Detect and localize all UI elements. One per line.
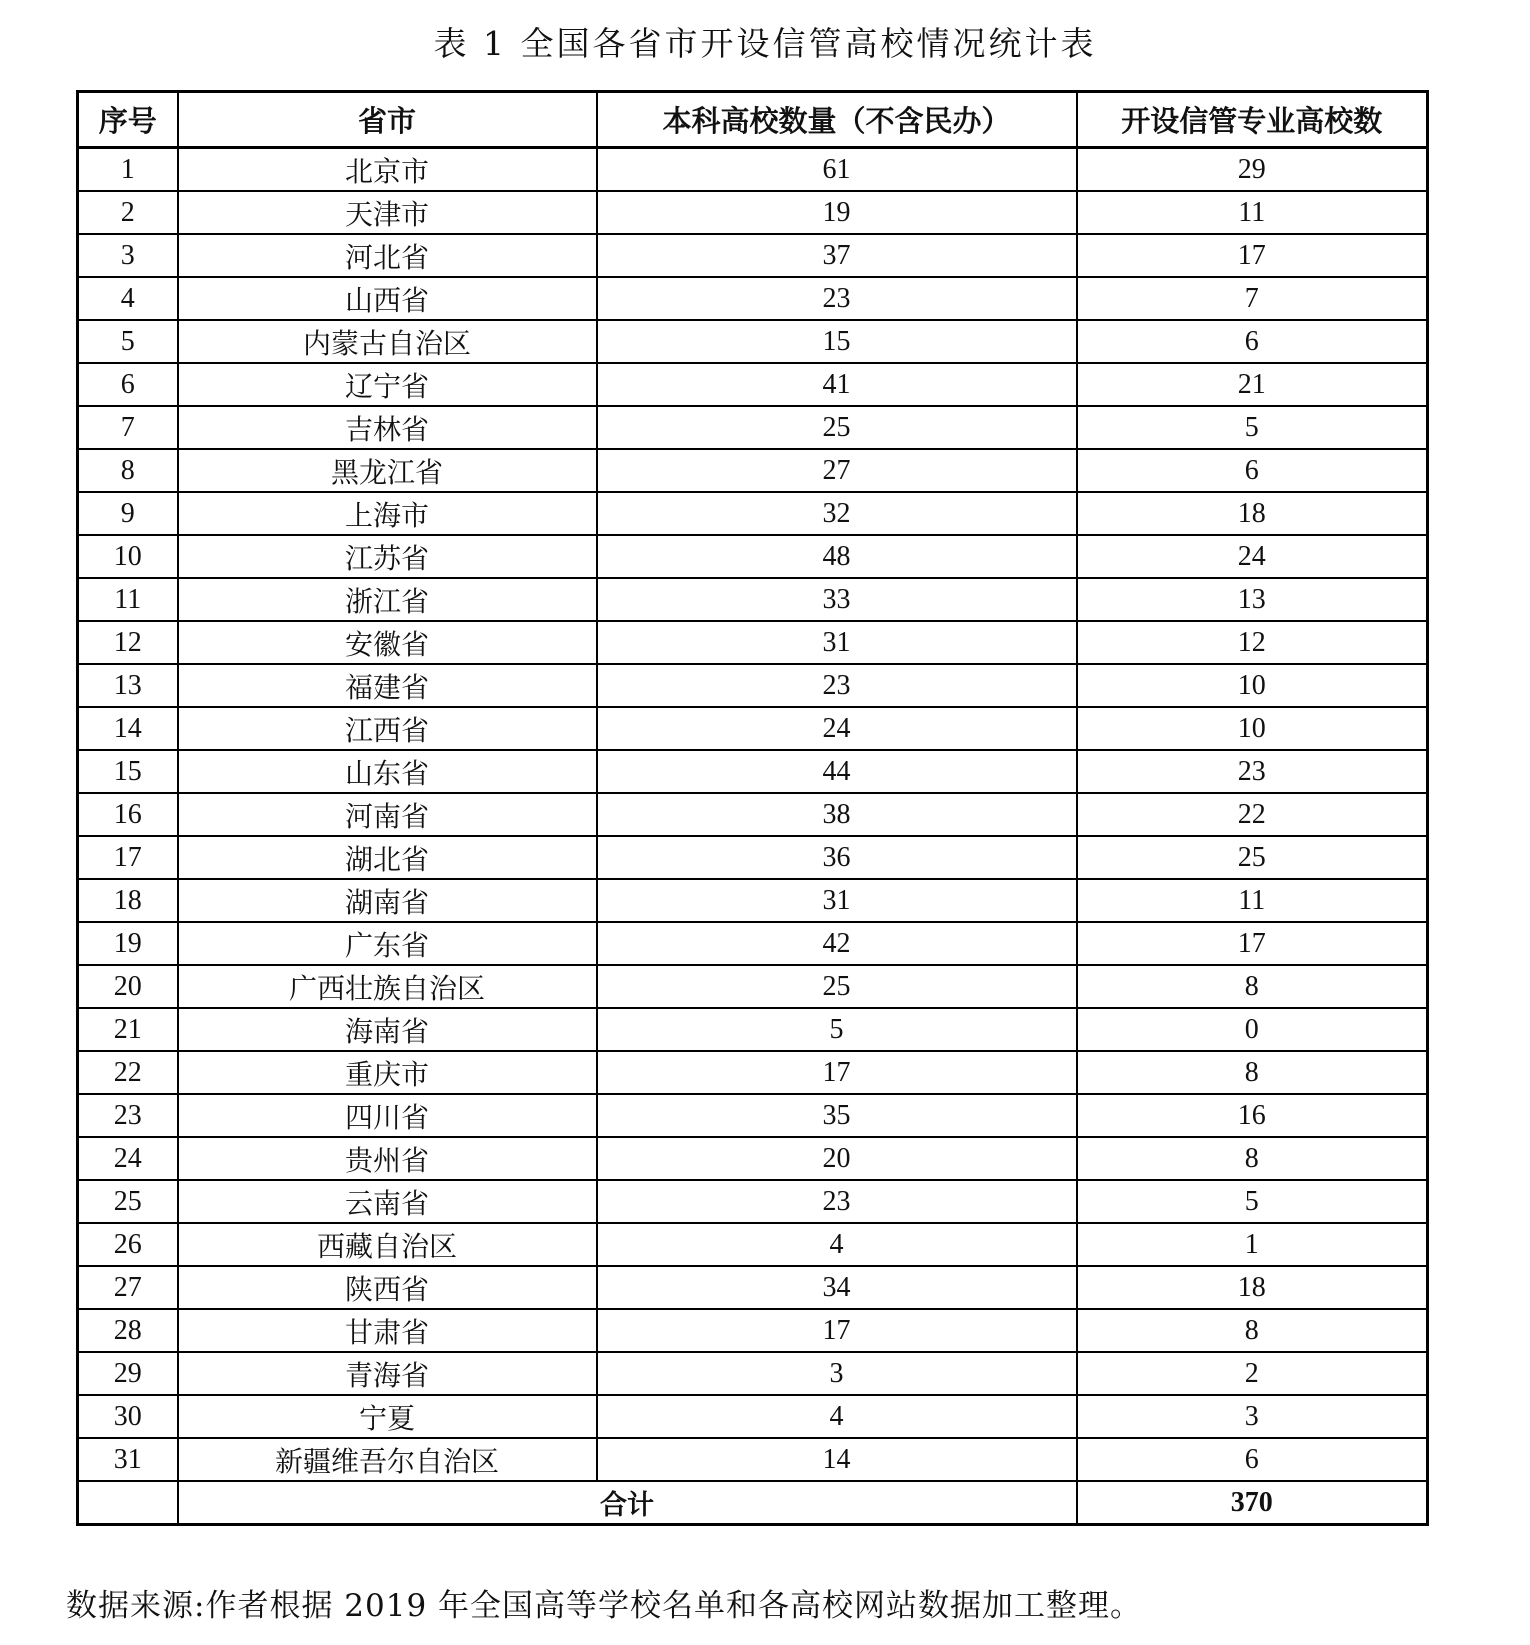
table-row: [78, 406, 1428, 449]
row-undergrad-count: 25: [597, 406, 1077, 449]
total-label: 合计: [178, 1481, 1077, 1525]
row-index: 8: [78, 449, 178, 492]
header-undergrad-count: 本科高校数量（不含民办）: [597, 92, 1077, 148]
table-row: [78, 535, 1428, 578]
row-undergrad-count: 15: [597, 320, 1077, 363]
table-row: [78, 879, 1428, 922]
total-index-cell: [78, 1481, 178, 1525]
row-province: 天津市: [178, 191, 597, 234]
row-undergrad-count: 38: [597, 793, 1077, 836]
row-undergrad-count: 17: [597, 1309, 1077, 1352]
row-infomgmt-count: 8: [1077, 1051, 1428, 1094]
row-undergrad-count: 42: [597, 922, 1077, 965]
row-province: 湖北省: [178, 836, 597, 879]
row-province: 福建省: [178, 664, 597, 707]
row-province: 江苏省: [178, 535, 597, 578]
row-undergrad-count: 23: [597, 277, 1077, 320]
row-undergrad-count: 61: [597, 148, 1077, 192]
row-infomgmt-count: 13: [1077, 578, 1428, 621]
table-row: [78, 1180, 1428, 1223]
table-row: [78, 793, 1428, 836]
table-row: [78, 664, 1428, 707]
row-infomgmt-count: 11: [1077, 191, 1428, 234]
table-row: [78, 1266, 1428, 1309]
row-province: 黑龙江省: [178, 449, 597, 492]
row-province: 山西省: [178, 277, 597, 320]
statistics-table: [76, 90, 1429, 1526]
row-infomgmt-count: 25: [1077, 836, 1428, 879]
row-undergrad-count: 19: [597, 191, 1077, 234]
row-undergrad-count: 32: [597, 492, 1077, 535]
row-infomgmt-count: 10: [1077, 664, 1428, 707]
row-infomgmt-count: 8: [1077, 965, 1428, 1008]
table-row: [78, 1137, 1428, 1180]
row-infomgmt-count: 0: [1077, 1008, 1428, 1051]
row-index: 2: [78, 191, 178, 234]
table-title: 表 1 全国各省市开设信管高校情况统计表: [433, 24, 1097, 63]
row-infomgmt-count: 29: [1077, 148, 1428, 192]
row-infomgmt-count: 6: [1077, 320, 1428, 363]
row-index: 12: [78, 621, 178, 664]
table-row: [78, 578, 1428, 621]
row-index: 15: [78, 750, 178, 793]
table-row: [78, 492, 1428, 535]
row-province: 青海省: [178, 1352, 597, 1395]
header-index: 序号: [78, 92, 178, 148]
row-infomgmt-count: 10: [1077, 707, 1428, 750]
row-province: 广东省: [178, 922, 597, 965]
table-row: [78, 1309, 1428, 1352]
row-undergrad-count: 14: [597, 1438, 1077, 1481]
row-province: 上海市: [178, 492, 597, 535]
row-infomgmt-count: 2: [1077, 1352, 1428, 1395]
row-index: 1: [78, 148, 178, 192]
row-undergrad-count: 23: [597, 1180, 1077, 1223]
row-infomgmt-count: 12: [1077, 621, 1428, 664]
row-undergrad-count: 37: [597, 234, 1077, 277]
row-province: 湖南省: [178, 879, 597, 922]
table-body: [78, 148, 1428, 1482]
table-row: [78, 1438, 1428, 1481]
row-undergrad-count: 44: [597, 750, 1077, 793]
table-row: [78, 965, 1428, 1008]
row-province: 山东省: [178, 750, 597, 793]
row-undergrad-count: 3: [597, 1352, 1077, 1395]
table-row: [78, 1223, 1428, 1266]
table-row: [78, 1051, 1428, 1094]
table-row: [78, 750, 1428, 793]
header-province: 省市: [178, 92, 597, 148]
table-row: [78, 1094, 1428, 1137]
row-province: 河北省: [178, 234, 597, 277]
row-index: 5: [78, 320, 178, 363]
row-index: 31: [78, 1438, 178, 1481]
row-infomgmt-count: 3: [1077, 1395, 1428, 1438]
row-undergrad-count: 27: [597, 449, 1077, 492]
row-undergrad-count: 33: [597, 578, 1077, 621]
row-undergrad-count: 48: [597, 535, 1077, 578]
row-undergrad-count: 41: [597, 363, 1077, 406]
row-province: 浙江省: [178, 578, 597, 621]
row-province: 辽宁省: [178, 363, 597, 406]
row-infomgmt-count: 7: [1077, 277, 1428, 320]
row-index: 29: [78, 1352, 178, 1395]
row-province: 宁夏: [178, 1395, 597, 1438]
row-index: 17: [78, 836, 178, 879]
row-undergrad-count: 31: [597, 621, 1077, 664]
row-undergrad-count: 5: [597, 1008, 1077, 1051]
table-row: [78, 320, 1428, 363]
table-row: [78, 836, 1428, 879]
table-row: [78, 1395, 1428, 1438]
row-index: 26: [78, 1223, 178, 1266]
row-index: 28: [78, 1309, 178, 1352]
row-infomgmt-count: 18: [1077, 492, 1428, 535]
table-row: [78, 148, 1428, 192]
row-index: 3: [78, 234, 178, 277]
row-index: 13: [78, 664, 178, 707]
row-infomgmt-count: 23: [1077, 750, 1428, 793]
row-province: 西藏自治区: [178, 1223, 597, 1266]
table-row: [78, 277, 1428, 320]
row-infomgmt-count: 16: [1077, 1094, 1428, 1137]
row-undergrad-count: 23: [597, 664, 1077, 707]
row-index: 23: [78, 1094, 178, 1137]
row-province: 甘肃省: [178, 1309, 597, 1352]
table-row: [78, 1008, 1428, 1051]
table-row: [78, 234, 1428, 277]
row-index: 24: [78, 1137, 178, 1180]
source-note: 数据来源:作者根据 2019 年全国高等学校名单和各高校网站数据加工整理。: [66, 1588, 1143, 1624]
row-index: 18: [78, 879, 178, 922]
table-row: [78, 922, 1428, 965]
row-index: 4: [78, 277, 178, 320]
row-province: 安徽省: [178, 621, 597, 664]
header-infomgmt-count: 开设信管专业高校数: [1077, 92, 1428, 148]
row-index: 30: [78, 1395, 178, 1438]
row-province: 陕西省: [178, 1266, 597, 1309]
header-row: [78, 92, 1428, 148]
row-infomgmt-count: 17: [1077, 922, 1428, 965]
table-row: [78, 191, 1428, 234]
row-infomgmt-count: 17: [1077, 234, 1428, 277]
row-province: 贵州省: [178, 1137, 597, 1180]
row-undergrad-count: 17: [597, 1051, 1077, 1094]
row-index: 10: [78, 535, 178, 578]
row-index: 19: [78, 922, 178, 965]
row-infomgmt-count: 21: [1077, 363, 1428, 406]
row-undergrad-count: 4: [597, 1395, 1077, 1438]
row-index: 25: [78, 1180, 178, 1223]
table-row: [78, 1352, 1428, 1395]
row-infomgmt-count: 22: [1077, 793, 1428, 836]
row-undergrad-count: 34: [597, 1266, 1077, 1309]
row-undergrad-count: 36: [597, 836, 1077, 879]
row-province: 四川省: [178, 1094, 597, 1137]
row-province: 广西壮族自治区: [178, 965, 597, 1008]
row-province: 新疆维吾尔自治区: [178, 1438, 597, 1481]
row-infomgmt-count: 24: [1077, 535, 1428, 578]
row-index: 27: [78, 1266, 178, 1309]
row-undergrad-count: 24: [597, 707, 1077, 750]
table-row: [78, 621, 1428, 664]
row-index: 7: [78, 406, 178, 449]
row-index: 9: [78, 492, 178, 535]
row-infomgmt-count: 6: [1077, 1438, 1428, 1481]
row-province: 海南省: [178, 1008, 597, 1051]
row-infomgmt-count: 8: [1077, 1309, 1428, 1352]
row-index: 22: [78, 1051, 178, 1094]
row-index: 6: [78, 363, 178, 406]
row-infomgmt-count: 11: [1077, 879, 1428, 922]
row-undergrad-count: 4: [597, 1223, 1077, 1266]
row-infomgmt-count: 6: [1077, 449, 1428, 492]
row-province: 云南省: [178, 1180, 597, 1223]
table-row: [78, 363, 1428, 406]
row-index: 16: [78, 793, 178, 836]
row-undergrad-count: 20: [597, 1137, 1077, 1180]
total-row: [78, 1481, 1428, 1525]
row-province: 北京市: [178, 148, 597, 192]
row-index: 11: [78, 578, 178, 621]
row-undergrad-count: 25: [597, 965, 1077, 1008]
row-province: 吉林省: [178, 406, 597, 449]
row-province: 江西省: [178, 707, 597, 750]
row-infomgmt-count: 8: [1077, 1137, 1428, 1180]
row-index: 14: [78, 707, 178, 750]
row-province: 内蒙古自治区: [178, 320, 597, 363]
table-row: [78, 707, 1428, 750]
row-infomgmt-count: 5: [1077, 406, 1428, 449]
row-index: 20: [78, 965, 178, 1008]
row-province: 河南省: [178, 793, 597, 836]
row-index: 21: [78, 1008, 178, 1051]
row-infomgmt-count: 18: [1077, 1266, 1428, 1309]
row-province: 重庆市: [178, 1051, 597, 1094]
row-undergrad-count: 31: [597, 879, 1077, 922]
row-undergrad-count: 35: [597, 1094, 1077, 1137]
total-value: 370: [1077, 1481, 1428, 1525]
table-row: [78, 449, 1428, 492]
row-infomgmt-count: 5: [1077, 1180, 1428, 1223]
row-infomgmt-count: 1: [1077, 1223, 1428, 1266]
